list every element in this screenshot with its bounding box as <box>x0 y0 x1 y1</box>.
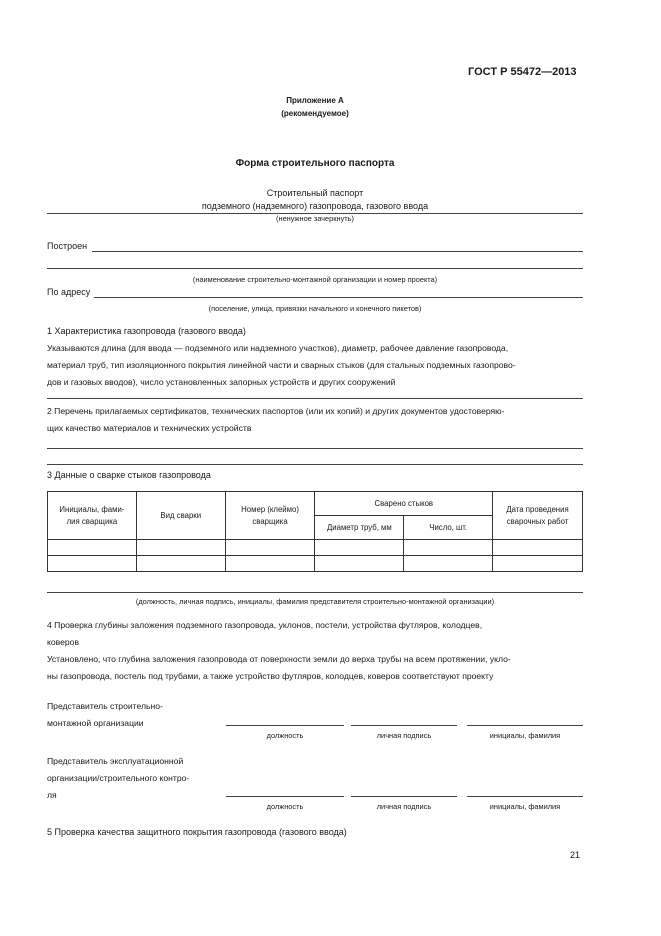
section-2-line: 2 Перечень прилагаемых сертификатов, технических паспортов (или их копий) и других документов удостоверяю- <box>47 406 505 416</box>
col-welder-name: Инициалы, фами- лия сварщика <box>48 492 137 540</box>
address-field[interactable] <box>94 297 583 298</box>
section-2-text <box>47 403 583 437</box>
col-welded-joints: Сварено стыков <box>315 492 493 516</box>
document-code: ГОСТ Р 55472—2013 <box>468 66 577 78</box>
address-caption: (поселение, улица, привязки начального и конечного пикетов) <box>208 304 422 313</box>
sign-1-position-caption: должность <box>266 731 304 740</box>
col-pipe-diameter: Диаметр труб, мм <box>315 516 404 540</box>
sign-2-signature-caption: личная подпись <box>376 802 432 811</box>
section-3-caption: (должность, личная подпись, инициалы, фамилия представителя строительно-монтажной организации) <box>135 597 495 606</box>
table-row <box>48 556 583 572</box>
col-weld-date: Дата проведения сварочных работ <box>493 492 583 540</box>
sign-2-position-caption: должность <box>266 802 304 811</box>
section-1-text <box>47 340 583 391</box>
sign-1-signature-caption: личная подпись <box>376 731 432 740</box>
col-welder-number: Номер (клеймо) сварщика <box>225 492 315 540</box>
sign-2-signature-field[interactable] <box>351 796 457 797</box>
section-3-sign-field[interactable] <box>47 592 583 593</box>
page-number: 21 <box>570 850 581 860</box>
passport-line-2: подземного (надземного) газопровода, газового ввода <box>201 201 429 211</box>
sign-2-name-field[interactable] <box>467 796 583 797</box>
sign-1-signature-field[interactable] <box>351 725 457 726</box>
sign-2-position-field[interactable] <box>226 796 344 797</box>
sign-2-name-caption: инициалы, фамилия <box>489 802 561 811</box>
built-caption: (наименование строительно-монтажной организации и номер проекта) <box>192 275 438 284</box>
section-4-line: 4 Проверка глубины заложения подземного газопровода, уклонов, постели, устройства футляров, колодцев, <box>47 620 483 630</box>
section-4-line: коверов <box>47 637 80 647</box>
built-field-2[interactable] <box>47 268 583 269</box>
section-1-line: дов и газовых вводов), число установленных запорных устройств и других сооружений <box>47 377 396 387</box>
section-4-text <box>47 617 583 685</box>
section-1-heading: 1 Характеристика газопровода (газового ввода) <box>47 326 246 336</box>
section-1-line: материал труб, тип изоляционного покрытия линейной части и сварных стыков (для стальных подземных газопрово- <box>47 360 516 370</box>
address-label: По адресу <box>47 287 91 297</box>
table-row <box>48 540 583 556</box>
sign-1-label: Представитель строительно- монтажной организации <box>47 701 163 728</box>
section-1-line: Указываются длина (для ввода — подземного или надземного участков), диаметр, рабочее давление газопровода, <box>47 343 509 353</box>
built-field[interactable] <box>92 251 583 252</box>
sign-1-position-field[interactable] <box>226 725 344 726</box>
built-label: Построен <box>47 241 88 251</box>
section-4-line: Установлено, что глубина заложения газопровода от поверхности земли до верха трубы на всем протяжении, укло- <box>47 654 511 664</box>
section-4-line: ны газопровода, постель под трубами, а также устройство футляров, колодцев, коверов соответствуют проекту <box>47 671 494 681</box>
sign-2-label: Представитель эксплуатационной организации/строительного контро- ля <box>47 756 190 800</box>
passport-note: (ненужное зачеркнуть) <box>276 214 354 223</box>
section-1-field[interactable] <box>47 398 583 399</box>
appendix-subtitle: (рекомендуемое) <box>281 109 349 118</box>
col-weld-type: Вид сварки <box>136 492 225 540</box>
appendix-title: Приложение А <box>286 96 344 105</box>
welding-table <box>47 491 583 572</box>
section-2-field-2[interactable] <box>47 464 583 465</box>
sign-1-name-field[interactable] <box>467 725 583 726</box>
col-joint-count: Число, шт. <box>404 516 493 540</box>
section-5-heading: 5 Проверка качества защитного покрытия газопровода (газового ввода) <box>47 827 347 837</box>
form-title: Форма строительного паспорта <box>235 158 395 169</box>
passport-line-1: Строительный паспорт <box>266 188 364 198</box>
sign-1-name-caption: инициалы, фамилия <box>489 731 561 740</box>
section-2-field-1[interactable] <box>47 448 583 449</box>
section-2-line: щих качество материалов и технических устройств <box>47 423 252 433</box>
section-3-heading: 3 Данные о сварке стыков газопровода <box>47 470 211 480</box>
